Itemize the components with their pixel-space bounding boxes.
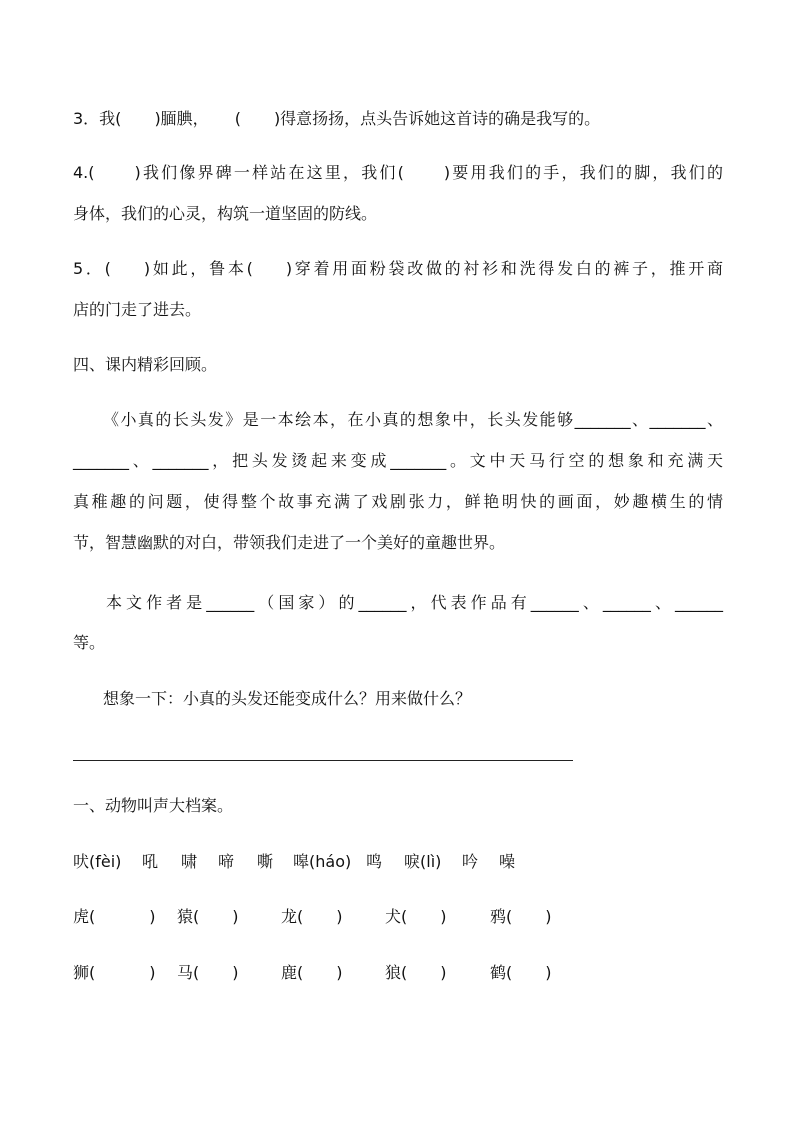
question-4-line-1 xyxy=(73,162,723,184)
question-3 xyxy=(73,108,723,130)
imagine-prompt: 想象一下：小真的头发还能变成什么？用来做什么？ xyxy=(103,689,472,708)
close-paren: ) xyxy=(336,963,343,982)
animal-label: 鸦( xyxy=(490,907,513,926)
animal-label: 马( xyxy=(177,963,200,982)
section-1-heading: 一、动物叫声大档案。 xyxy=(73,796,234,815)
sound-word: 噪 xyxy=(499,852,516,871)
review-para-line-2: _______、_______，把头发烫起来变成_______。文中天马行空的想象和充满天 xyxy=(73,451,723,470)
close-paren: ) xyxy=(545,963,552,982)
author-line-1: 本文作者是______（国家）的______，代表作品有______、______、______ xyxy=(106,593,723,612)
close-paren: ) xyxy=(545,907,552,926)
review-para-line-4: 节，智慧幽默的对白，带领我们走进了一个美好的童趣世界。 xyxy=(73,533,506,552)
sound-word: 啸 xyxy=(181,852,198,871)
animal-label: 猿( xyxy=(177,907,200,926)
animal-label: 虎( xyxy=(73,907,96,926)
close-paren: ) xyxy=(149,963,156,982)
sound-word: 吠(fèi) xyxy=(73,852,122,871)
close-paren: ) xyxy=(440,907,447,926)
q3-text-3: ( xyxy=(234,109,241,128)
author-line-2: 等。 xyxy=(73,633,106,652)
animal-label: 龙( xyxy=(281,907,304,926)
review-para-line-3: 真稚趣的问题，使得整个故事充满了戏剧张力，鲜艳明快的画面，妙趣横生的情 xyxy=(73,492,723,511)
question-4-line-2: 身体，我们的心灵，构筑一道坚固的防线。 xyxy=(73,204,378,223)
sound-word: 嗥(háo) xyxy=(293,852,352,871)
close-paren: ) xyxy=(440,963,447,982)
sound-word: 吟 xyxy=(462,852,479,871)
q5-text-1: 5．( xyxy=(73,259,111,278)
sound-word: 啼 xyxy=(218,852,235,871)
answer-line[interactable] xyxy=(73,760,573,761)
q4-text-3: )要用我们的手，我们的脚，我们的 xyxy=(443,163,723,182)
close-paren: ) xyxy=(232,963,239,982)
q3-text-4: )得意扬扬，点头告诉她这首诗的确是我写的。 xyxy=(273,109,601,128)
q5-text-3: )穿着用面粉袋改做的衬衫和洗得发白的裤子，推开商 xyxy=(285,259,723,278)
sound-word: 唳(lì) xyxy=(404,852,442,871)
animal-label: 鹿( xyxy=(281,963,304,982)
close-paren: ) xyxy=(232,907,239,926)
review-para-line-1: 《小真的长头发》是一本绘本，在小真的想象中，长头发能够_______、_______、 xyxy=(103,410,723,429)
q4-text-1: 4.( xyxy=(73,163,95,182)
question-5-line-1 xyxy=(73,258,723,280)
animal-label: 狮( xyxy=(73,963,96,982)
sound-word: 吼 xyxy=(142,852,159,871)
q3-text-2: )腼腆， xyxy=(154,109,209,128)
sound-word: 鸣 xyxy=(366,852,383,871)
close-paren: ) xyxy=(336,907,343,926)
animal-label: 狼( xyxy=(385,963,408,982)
section-4-heading: 四、课内精彩回顾。 xyxy=(73,355,218,374)
animal-label: 鹤( xyxy=(490,963,513,982)
animal-label: 犬( xyxy=(385,907,408,926)
close-paren: ) xyxy=(149,907,156,926)
sound-word: 嘶 xyxy=(257,852,274,871)
question-5-line-2: 店的门走了进去。 xyxy=(73,300,202,319)
q5-text-2: )如此，鲁本( xyxy=(143,259,253,278)
q3-text-1: 3．我( xyxy=(73,109,122,128)
q4-text-2: )我们像界碑一样站在这里，我们( xyxy=(134,163,404,182)
